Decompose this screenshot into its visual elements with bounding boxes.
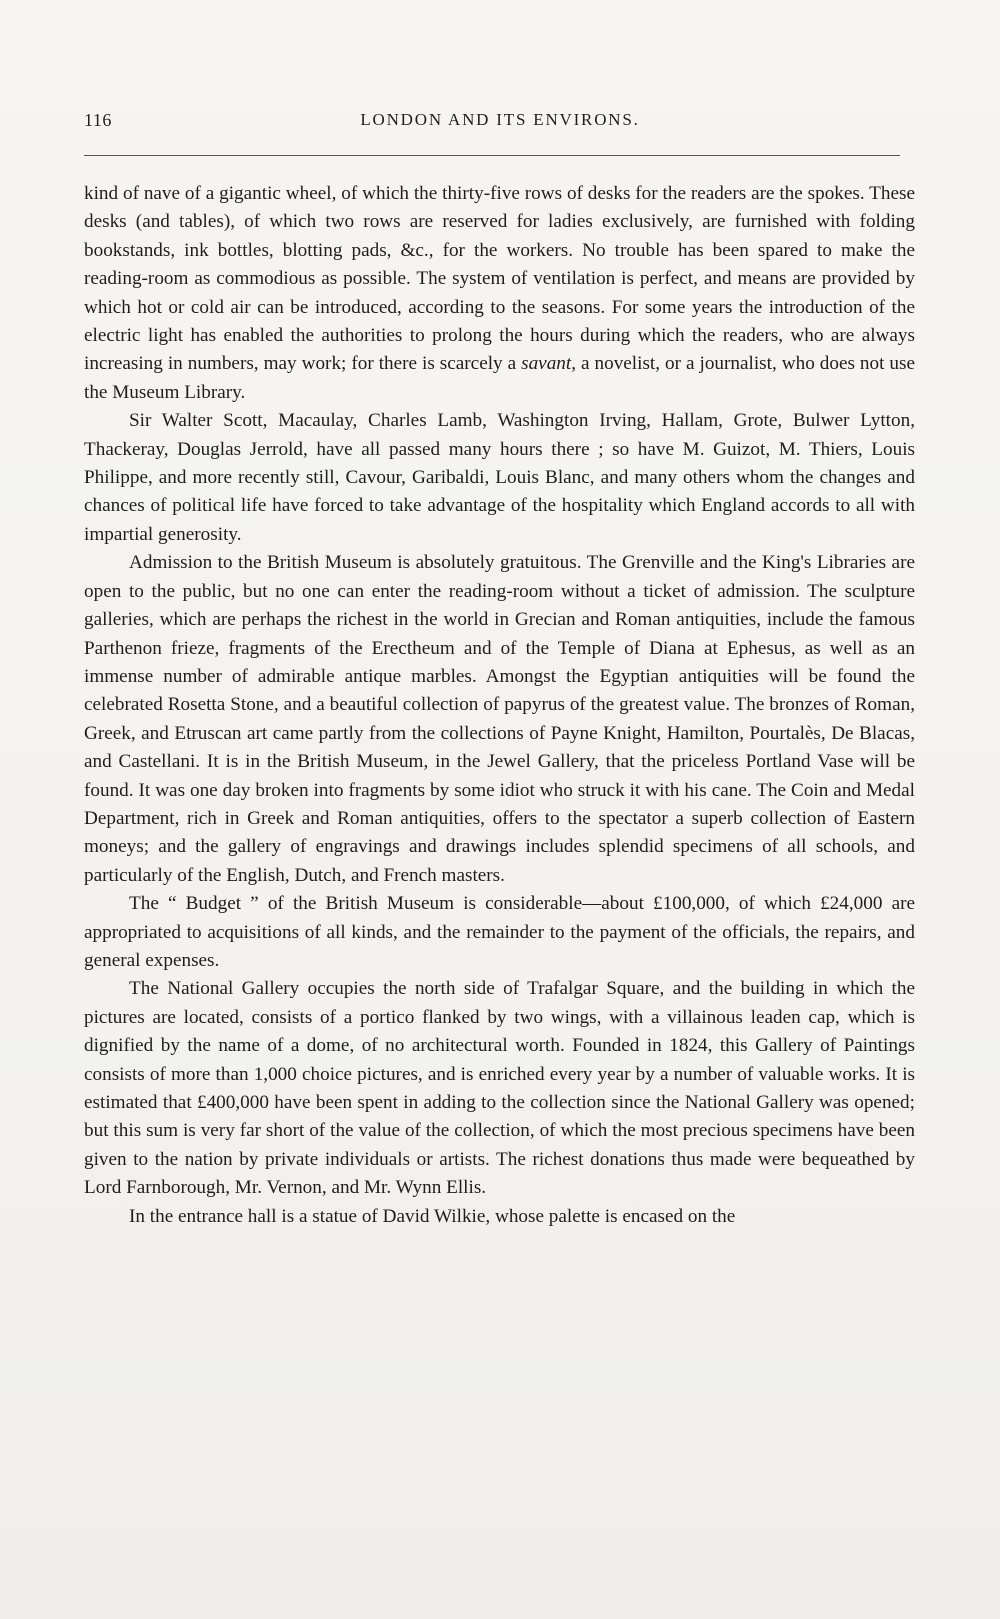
paragraph-1-italic: savant,: [521, 353, 577, 375]
paragraph-1-text: kind of nave of a gigantic wheel, of which the thirty-five rows of desks for the readers are the spokes. These desks (and tables), of which two rows are reserved for ladies exclusively, are furnished with folding bookstands, ink bottles, blotting pads, &c., for the workers. No trouble has been spared to make the reading-room as commodious as possible. The system of ventilation is perfect, and means are provided by which hot or cold air can be introduced, according to the seasons. For some years the introduction of the electric light has enabled the authorities to prolong the hours during which the readers, who are always increasing in numbers, may work; for there is scarcely a: [84, 183, 915, 375]
header-rule: [84, 155, 900, 156]
paragraph-2: Sir Walter Scott, Macaulay, Charles Lamb, Washington Irving, Hallam, Grote, Bulwer Lytton, Thackeray, Douglas Jerrold, have all passed many hours there ; so have M. Guizot, M. Thiers, Louis Philippe, and more recently still, Cavour, Garibaldi, Louis Blanc, and many others whom the changes and chances of political life have forced to take advantage of the hospitality which England accords to all with impartial generosity.: [84, 410, 915, 545]
paragraph-3: Admission to the British Museum is absolutely gratuitous. The Grenville and the King's Libraries are open to the public, but no one can enter the reading-room without a ticket of admission. The sculpture galleries, which are perhaps the richest in the world in Grecian and Roman antiquities, include the famous Parthenon frieze, fragments of the Erectheum and of the Temple of Diana at Ephesus, as well as an immense number of admirable antique marbles. Amongst the Egyptian antiquities will be found the celebrated Rosetta Stone, and a beautiful collection of papyrus of the greatest value. The bronzes of Roman, Greek, and Etruscan art came partly from the collections of Payne Knight, Hamilton, Pourtalès, De Blacas, and Castellani. It is in the British Museum, in the Jewel Gallery, that the priceless Portland Vase will be found. It was one day broken into fragments by some idiot who struck it with his cane. The Coin and Medal Department, rich in Greek and Roman antiquities, offers to the spectator a superb collection of Eastern moneys; and the gallery of engravings and drawings includes splendid specimens of all schools, and particularly of the English, Dutch, and French masters.: [84, 552, 915, 886]
body-text: [84, 180, 915, 1231]
paragraph-5: The National Gallery occupies the north side of Trafalgar Square, and the building in which the pictures are located, consists of a portico flanked by two wings, with a villainous leaden cap, which is dignified by the name of a dome, of no architectural worth. Founded in 1824, this Gallery of Paintings consists of more than 1,000 choice pictures, and is enriched every year by a number of valuable works. It is estimated that £400,000 have been spent in adding to the collection since the National Gallery was opened; but this sum is very far short of the value of the collection, of which the most precious specimens have been given to the nation by private individuals or artists. The richest donations thus made were bequeathed by Lord Farnborough, Mr. Vernon, and Mr. Wynn Ellis.: [84, 978, 915, 1199]
paragraph-6: In the entrance hall is a statue of David Wilkie, whose palette is encased on the: [129, 1205, 736, 1227]
running-head: LONDON AND ITS ENVIRONS.: [360, 110, 640, 129]
page-number: 116: [84, 110, 112, 130]
page-header: [84, 110, 916, 140]
paragraph-1-text-after: a novelist, or a journalist, who does not use the Museum Library.: [84, 353, 915, 403]
paragraph-1: [84, 180, 915, 407]
paragraph-4: The “ Budget ” of the British Museum is considerable—about £100,000, of which £24,000 are appropriated to acquisitions of all kinds, and the remainder to the payment of the officials, the repairs, and general expenses.: [84, 893, 915, 971]
